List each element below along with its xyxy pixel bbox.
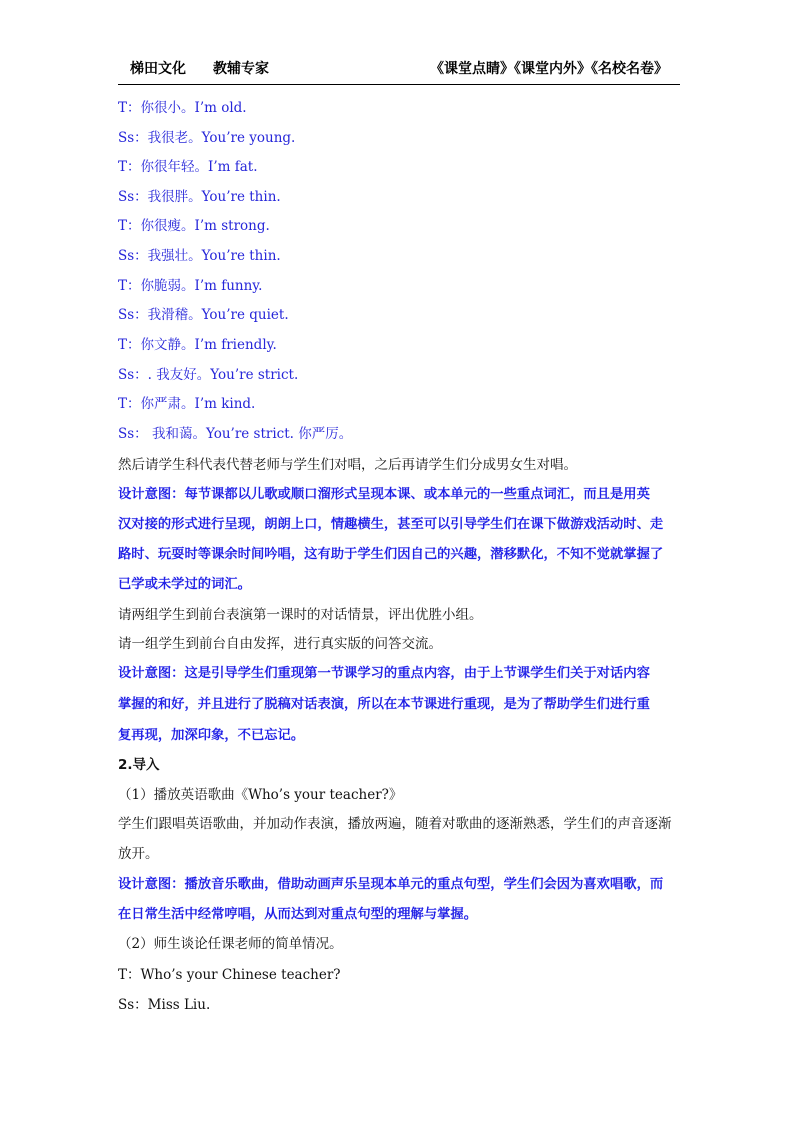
instruction-paragraph: 请一组学生到前台自由发挥，进行真实版的问答交流。 bbox=[118, 636, 442, 652]
dialogue-line: T：你文静。I’m friendly. bbox=[118, 337, 277, 353]
section-heading: 2.导入 bbox=[118, 757, 160, 773]
dialogue-line: T：你很年轻。I’m fat. bbox=[118, 159, 258, 175]
dialogue-line: Ss：我很老。You’re young. bbox=[118, 130, 296, 146]
body-paragraph-line: 学生们跟唱英语歌曲，并加动作表演，播放两遍，随着对歌曲的逐渐熟悉，学生们的声音逐渐 bbox=[118, 816, 672, 832]
qa-line: Ss：Miss Liu. bbox=[118, 997, 211, 1013]
dialogue-line: T：你脆弱。I’m funny. bbox=[118, 278, 263, 294]
dialogue-line: Ss：. 我友好。You’re strict. bbox=[118, 367, 299, 383]
brand-name: 梯田文化 bbox=[130, 61, 186, 77]
design-intent-line: 在日常生活中经常哼唱，从而达到对重点句型的理解与掌握。 bbox=[118, 907, 478, 922]
design-intent-line: 汉对接的形式进行呈现，朗朗上口，情趣横生，甚至可以引导学生们在课下做游戏活动时、走 bbox=[118, 517, 664, 532]
dialogue-line: T：你很瘦。I’m strong. bbox=[118, 218, 270, 234]
design-intent-line: 设计意图：播放音乐歌曲，借助动画声乐呈现本单元的重点句型，学生们会因为喜欢唱歌，而 bbox=[118, 877, 664, 892]
dialogue-line: Ss：我很胖。You’re thin. bbox=[118, 189, 281, 205]
design-intent-line: 设计意图：每节课都以儿歌或顺口溜形式呈现本课、或本单元的一些重点词汇，而且是用英 bbox=[118, 487, 650, 502]
design-intent-line: 设计意图：这是引导学生们重现第一节课学习的重点内容，由于上节课学生们关于对话内容 bbox=[118, 666, 650, 681]
dialogue-line: Ss：我强壮。You’re thin. bbox=[118, 248, 281, 264]
page-header bbox=[118, 54, 680, 85]
dialogue-line: T：你严肃。I’m kind. bbox=[118, 396, 256, 412]
dialogue-line: Ss： 我和蔼。You’re strict. 你严厉。 bbox=[118, 426, 353, 442]
dialogue-line: Ss：我滑稽。You’re quiet. bbox=[118, 307, 289, 323]
body-paragraph-line: 放开。 bbox=[118, 846, 159, 862]
series-titles: 《课堂点睛》《课堂内外》《名校名卷》 bbox=[430, 61, 668, 77]
design-intent-line: 路时、玩耍时等课余时间吟唱，这有助于学生们因自己的兴趣，潜移默化，不知不觉就掌握了 bbox=[118, 547, 664, 562]
design-intent-line: 复再现，加深印象，不已忘记。 bbox=[118, 728, 305, 743]
step-heading: （1）播放英语歌曲《Who’s your teacher?》 bbox=[118, 787, 403, 803]
brand-tagline: 教辅专家 bbox=[213, 61, 269, 77]
step-heading: （2）师生谈论任课老师的简单情况。 bbox=[118, 936, 343, 952]
instruction-paragraph: 请两组学生到前台表演第一课时的对话情景，评出优胜小组。 bbox=[118, 607, 483, 623]
qa-line: T：Who’s your Chinese teacher? bbox=[118, 967, 341, 983]
design-intent-line: 掌握的和好，并且进行了脱稿对话表演，所以在本节课进行重现，是为了帮助学生们进行重 bbox=[118, 697, 650, 712]
design-intent-line: 已学或未学过的词汇。 bbox=[118, 577, 251, 592]
dialogue-line: T：你很小。I’m old. bbox=[118, 100, 247, 116]
instruction-paragraph: 然后请学生科代表代替老师与学生们对唱，之后再请学生们分成男女生对唱。 bbox=[118, 457, 577, 473]
